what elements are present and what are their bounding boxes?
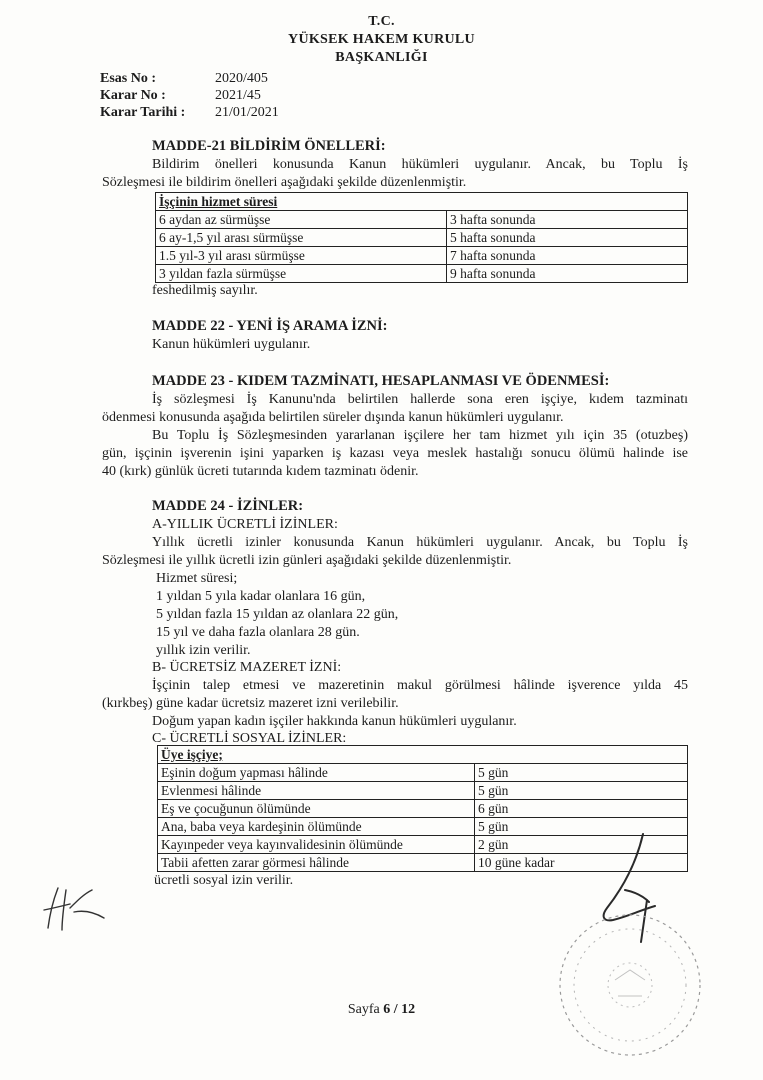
case-meta	[100, 70, 279, 121]
m24-a-title: A-YILLIK ÜCRETLİ İZİNLER:	[152, 517, 338, 532]
esas-value: 2020/405	[215, 71, 268, 86]
m24-b-line1: İşçinin talep etmesi ve mazeretinin makul görülmesi hâlinde işverence yılda 45	[152, 678, 688, 693]
leave-reason: Evlenmesi hâlinde	[158, 782, 475, 800]
leave-reason: Kayınpeder veya kayınvalidesinin ölümünde	[158, 836, 475, 854]
m21-after: feshedilmiş sayılır.	[152, 283, 258, 298]
m24-c-after: ücretli sosyal izin verilir.	[154, 873, 294, 888]
table-row	[158, 800, 688, 818]
notice-period: 6 ay-1,5 yıl arası sürmüşse	[156, 229, 447, 247]
m24-a-line2: Sözleşmesi ile yıllık ücretli izin günleri aşağıdaki şekilde düzenlenmiştir.	[102, 553, 512, 568]
m24-a-tier2: 5 yıldan fazla 15 yıldan az olanlara 22 gün,	[156, 607, 399, 622]
table-row	[158, 782, 688, 800]
m23-p1-line1: İş sözleşmesi İş Kanunu'nda belirtilen hallerde sona eren işçiye, kıdem tazminatı	[152, 392, 688, 407]
notice-weeks: 7 hafta sonunda	[447, 247, 688, 265]
m24-a-tier1: 1 yıldan 5 yıla kadar olanlara 16 gün,	[156, 589, 366, 604]
m24-b-title: B- ÜCRETSİZ MAZERET İZNİ:	[152, 660, 342, 675]
m24-a-line1: Yıllık ücretli izinler konusunda Kanun hükümleri uygulanır. Ancak, bu Toplu İş	[152, 535, 688, 550]
m21-title: MADDE-21 BİLDİRİM ÖNELLERİ:	[152, 138, 386, 154]
m23-p1-line2: ödenmesi konusunda aşağıda belirtilen süreler dışında kanun hükümleri uygulanır.	[102, 410, 564, 425]
tarih-label: Karar Tarihi :	[100, 105, 186, 120]
page-label: Sayfa	[347, 1002, 380, 1017]
leave-reason: Eş ve çocuğunun ölümünde	[158, 800, 475, 818]
m24-c-title: C- ÜCRETLİ SOSYAL İZİNLER:	[152, 731, 347, 746]
notice-table-header: İşçinin hizmet süresi	[156, 193, 688, 211]
leave-days: 2 gün	[475, 836, 688, 854]
notice-weeks: 9 hafta sonunda	[447, 265, 688, 283]
m23-p2-line3: 40 (kırk) günlük ücreti tutarında kıdem tazminatı ödenir.	[102, 464, 419, 479]
m21-p1-line1: Bildirim önelleri konusunda Kanun hükümleri uygulanır. Ancak, bu Toplu İş	[152, 157, 688, 172]
header-court: YÜKSEK HAKEM KURULU	[288, 32, 475, 47]
leave-days: 5 gün	[475, 782, 688, 800]
esas-label: Esas No :	[100, 71, 157, 86]
m22-title: MADDE 22 - YENİ İŞ ARAMA İZNİ:	[152, 318, 388, 334]
notice-period: 3 yıldan fazla sürmüşse	[156, 265, 447, 283]
header-tc: T.C.	[368, 14, 395, 29]
notice-weeks: 5 hafta sonunda	[447, 229, 688, 247]
m24-b-line3: Doğum yapan kadın işçiler hakkında kanun hükümleri uygulanır.	[152, 714, 517, 729]
table-row	[158, 764, 688, 782]
m24-b-line2: (kırkbeş) güne kadar ücretsiz mazeret izni verilebilir.	[102, 696, 399, 711]
page-number: 6 / 12	[383, 1002, 416, 1017]
leave-reason: Ana, baba veya kardeşinin ölümünde	[158, 818, 475, 836]
leave-days: 6 gün	[475, 800, 688, 818]
notice-table	[155, 192, 688, 283]
m22-p1: Kanun hükümleri uygulanır.	[152, 337, 311, 352]
m24-a-tier3: 15 yıl ve daha fazla olanlara 28 gün.	[156, 625, 360, 640]
leave-days: 5 gün	[475, 764, 688, 782]
table-row	[156, 265, 688, 283]
m23-title: MADDE 23 - KIDEM TAZMİNATI, HESAPLANMASI VE ÖDENMESİ:	[152, 373, 610, 389]
tarih-value: 21/01/2021	[215, 105, 279, 120]
karar-label: Karar No :	[100, 88, 166, 103]
leave-days: 5 gün	[475, 818, 688, 836]
m24-a-service: Hizmet süresi;	[156, 571, 238, 586]
notice-period: 1.5 yıl-3 yıl arası sürmüşse	[156, 247, 447, 265]
m24-a-closing: yıllık izin verilir.	[156, 643, 251, 658]
official-seal	[555, 910, 705, 1060]
header-presidency: BAŞKANLIĞI	[335, 50, 428, 65]
m24-title: MADDE 24 - İZİNLER:	[152, 498, 304, 514]
table-row	[156, 247, 688, 265]
leave-reason: Tabii afetten zarar görmesi hâlinde	[158, 854, 475, 872]
table-row	[156, 229, 688, 247]
page-footer	[0, 1002, 763, 1018]
leave-days: 10 güne kadar	[475, 854, 688, 872]
notice-weeks: 3 hafta sonunda	[447, 211, 688, 229]
karar-value: 2021/45	[215, 88, 261, 103]
social-leave-header: Üye işçiye;	[158, 746, 688, 764]
table-row	[156, 211, 688, 229]
handwritten-initials	[40, 878, 110, 938]
m23-p2-line2: gün, işçinin işverenin işini yaparken iş kazası veya meslek hastalığı sonucu ölümü halinde ise	[102, 446, 688, 461]
m21-p1-line2: Sözleşmesi ile bildirim önelleri aşağıdaki şekilde düzenlenmiştir.	[102, 175, 467, 190]
notice-period: 6 aydan az sürmüşse	[156, 211, 447, 229]
m23-p2-line1: Bu Toplu İş Sözleşmesinden yararlanan işçilere her tam hizmet yılı için 35 (otuzbeş)	[152, 428, 688, 443]
leave-reason: Eşinin doğum yapması hâlinde	[158, 764, 475, 782]
